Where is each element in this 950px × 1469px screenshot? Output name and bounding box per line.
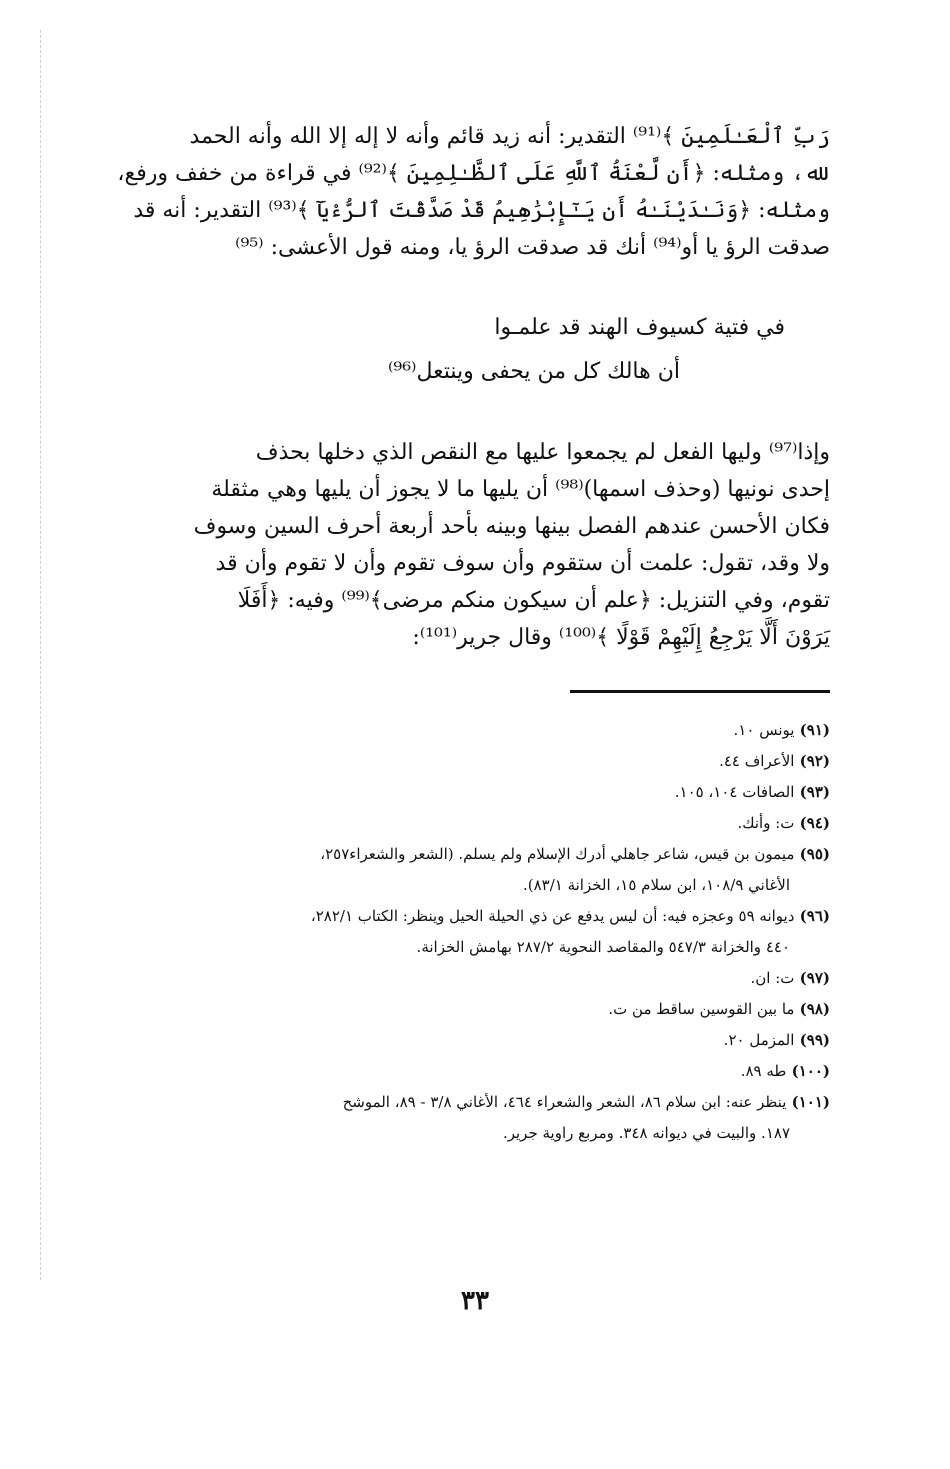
footnote-text: ينظر عنه: ابن سلام ٨٦، الشعر والشعراء ٤٦٤، الأغاني ٣/٨ - ٨٩، الموشح: [342, 1093, 787, 1111]
footnote: [150, 1025, 830, 1056]
poem-verse: [150, 306, 830, 394]
footnote-text: الصافات ١٠٤، ١٠٥.: [674, 783, 795, 801]
page-number: ٣٣: [461, 1286, 489, 1316]
footnote-number: (٩٦): [799, 907, 830, 925]
footnote: [150, 777, 830, 808]
footnote-number: (٩٤): [799, 814, 830, 832]
footnote-text: المزمل ٢٠.: [723, 1031, 795, 1049]
footnote-text: ميمون بن قيس، شاعر جاهلي أدرك الإسلام ولم يسلم. (الشعر والشعراء٢٥٧،: [320, 845, 795, 863]
scan-edge-line: [40, 30, 41, 1280]
footnote: [150, 1056, 830, 1087]
footnote-number: (٩٢): [799, 752, 830, 770]
footnote-text: يونس ١٠.: [733, 721, 795, 739]
footnote: [150, 715, 830, 746]
text-line: إحدى نونيها (وحذف اسمها)⁽⁹⁸⁾ أن يليها ما لا يجوز أن يليها وهي مثقلة: [211, 477, 830, 502]
poem-hemistich-1: في فتية كسيوف الهند قد علمـوا: [494, 315, 785, 340]
poem-hemistich-2: أن هالك كل من يحفى وينتعل⁽⁹⁶⁾: [388, 359, 680, 384]
footnote: [150, 808, 830, 839]
footnote-number: (١٠١): [791, 1093, 830, 1111]
footnote-number: (٩٩): [799, 1031, 830, 1049]
footnote-text: ت: ان.: [750, 969, 795, 987]
text-line: تقوم، وفي التنزيل: ﴿علم أن سيكون منكم مرضى﴾⁽⁹⁹⁾ وفيه: ﴿أَفَلَا: [237, 588, 830, 613]
footnote-separator: [570, 690, 830, 693]
footnote-number: (٩٥): [799, 845, 830, 863]
text-line: لله، ومثله: ﴿أَن لَّعْنَةُ ٱللَّهِ عَلَى ٱلظَّـٰلِمِينَ ﴾⁽⁹²⁾ في قراءة من خفف ورفع،: [117, 161, 830, 186]
footnote-number: (٩٨): [799, 1000, 830, 1018]
text-line: صدقت الرؤ يا أو⁽⁹⁴⁾ أنك قد صدقت الرؤ يا، ومنه قول الأعشى: ⁽⁹⁵⁾: [235, 235, 830, 260]
footnote-continuation: الأغاني ١٠٨/٩، ابن سلام ١٥، الخزانة ٨٣/١).: [522, 876, 790, 894]
footnote: [150, 746, 830, 777]
text-line: يَرَوْنَ أَلَّا يَرْجِعُ إِلَيْهِمْ قَوْلًا ﴾⁽¹⁰⁰⁾ وقال جرير⁽¹⁰¹⁾:: [412, 625, 830, 650]
footnote-text: ديوانه ٥٩ وعجزه فيه: أن ليس يدفع عن ذي الحيلة الحيل وينظر: الكتاب ٢٨٢/١،: [310, 907, 795, 925]
footnote: [150, 901, 830, 963]
footnote-text: ت: وأنك.: [737, 814, 795, 832]
text-line: ومثله: ﴿وَنَـٰدَيْنَـٰهُ أَن يَـٰٓإِبْرَٰهِيمُ قَدْ صَدَّقْتَ ٱلرُّءْيَآ ﴾⁽⁹³⁾ التقدير: أنه قد: [133, 198, 830, 223]
footnote-text: طه ٨٩.: [740, 1062, 787, 1080]
paragraph-1: [117, 118, 830, 266]
paragraph-2: [150, 434, 830, 656]
footnote-number: (٩٧): [799, 969, 830, 987]
text-line: ولا وقد، تقول: علمت أن ستقوم وأن سوف تقوم وأن لا تقوم وأن قد: [215, 551, 830, 576]
text-line: وإذا⁽⁹⁷⁾ وليها الفعل لم يجمعوا عليها مع النقص الذي دخلها بحذف: [255, 440, 830, 465]
footnote-continuation: ٤٤٠ والخزانة ٥٤٧/٣ والمقاصد النحوية ٢٨٧/٢ بهامش الخزانة.: [416, 938, 790, 956]
footnote-number: (٩٣): [799, 783, 830, 801]
footnote-text: الأعراف ٤٤.: [719, 752, 795, 770]
page-body: [117, 118, 830, 1149]
footnote-number: (٩١): [799, 721, 830, 739]
footnote-number: (١٠٠): [791, 1062, 830, 1080]
footnote: [150, 994, 830, 1025]
footnotes: [150, 715, 830, 1149]
footnote-continuation: ١٨٧. والبيت في ديوانه ٣٤٨. ومربع راوية جرير.: [502, 1124, 790, 1142]
footnote: [150, 1087, 830, 1149]
footnote: [150, 839, 830, 901]
text-line: فكان الأحسن عندهم الفصل بينها وبينه بأحد أربعة أحرف السين وسوف: [193, 514, 830, 539]
text-line: رَبِّ ٱلْعَـٰلَمِينَ ﴾⁽⁹¹⁾ التقدير: أنه زيد قائم وأنه لا إله إلا الله وأنه الحمد: [189, 124, 830, 149]
footnote: [150, 963, 830, 994]
footnote-text: ما بين القوسين ساقط من ت.: [608, 1000, 795, 1018]
